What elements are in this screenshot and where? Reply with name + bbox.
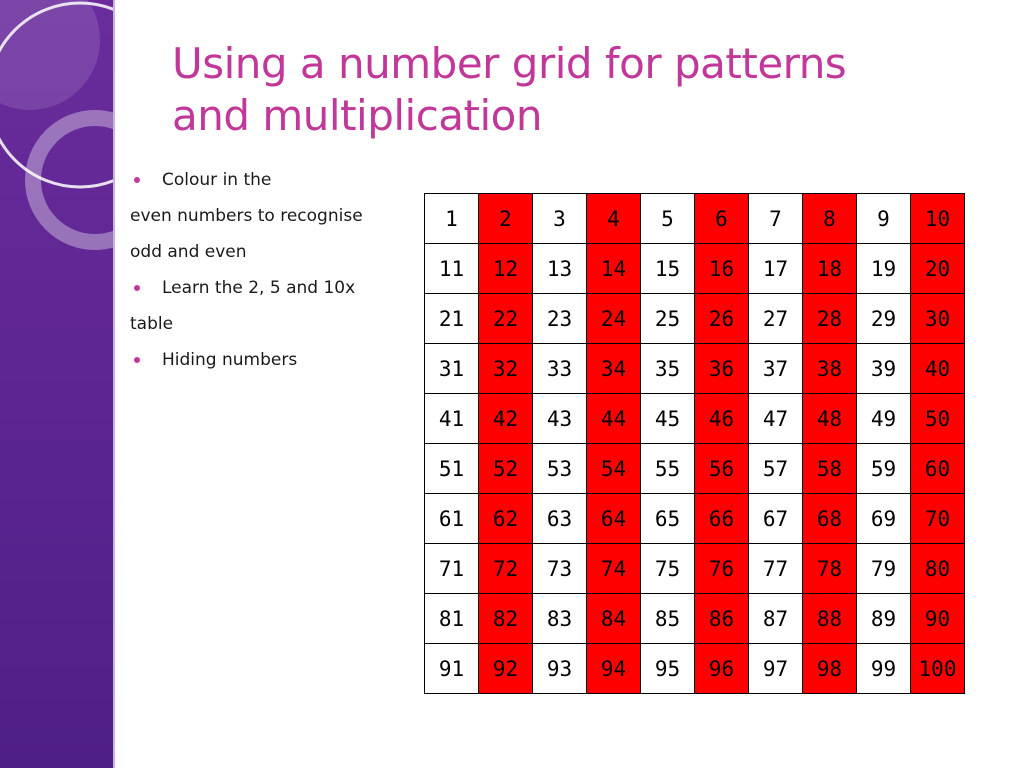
grid-cell: 69 bbox=[857, 494, 911, 544]
grid-cell: 31 bbox=[425, 344, 479, 394]
grid-cell: 68 bbox=[803, 494, 857, 544]
grid-cell: 90 bbox=[911, 594, 965, 644]
grid-cell: 64 bbox=[587, 494, 641, 544]
sidebar-panel bbox=[0, 0, 113, 768]
grid-cell: 34 bbox=[587, 344, 641, 394]
grid-cell: 16 bbox=[695, 244, 749, 294]
grid-cell: 21 bbox=[425, 294, 479, 344]
grid-cell: 30 bbox=[911, 294, 965, 344]
grid-cell: 87 bbox=[749, 594, 803, 644]
grid-row bbox=[425, 494, 965, 544]
grid-cell: 60 bbox=[911, 444, 965, 494]
grid-cell: 41 bbox=[425, 394, 479, 444]
grid-cell: 8 bbox=[803, 194, 857, 244]
grid-cell: 14 bbox=[587, 244, 641, 294]
bullet-continuation: even numbers to recognise bbox=[130, 206, 363, 226]
grid-cell: 95 bbox=[641, 644, 695, 694]
grid-cell: 2 bbox=[479, 194, 533, 244]
bullet-dot-icon bbox=[134, 357, 140, 363]
grid-row bbox=[425, 294, 965, 344]
grid-cell: 6 bbox=[695, 194, 749, 244]
grid-cell: 85 bbox=[641, 594, 695, 644]
grid-cell: 89 bbox=[857, 594, 911, 644]
grid-cell: 45 bbox=[641, 394, 695, 444]
grid-cell: 33 bbox=[533, 344, 587, 394]
title-line-1: Using a number grid for patterns bbox=[172, 39, 847, 88]
grid-cell: 88 bbox=[803, 594, 857, 644]
grid-cell: 82 bbox=[479, 594, 533, 644]
grid-row bbox=[425, 644, 965, 694]
sidebar-edge bbox=[113, 0, 115, 768]
grid-cell: 46 bbox=[695, 394, 749, 444]
grid-cell: 77 bbox=[749, 544, 803, 594]
grid-cell: 91 bbox=[425, 644, 479, 694]
grid-cell: 22 bbox=[479, 294, 533, 344]
grid-cell: 47 bbox=[749, 394, 803, 444]
grid-cell: 53 bbox=[533, 444, 587, 494]
grid-cell: 86 bbox=[695, 594, 749, 644]
grid-cell: 61 bbox=[425, 494, 479, 544]
hundred-number-grid bbox=[424, 193, 965, 694]
grid-cell: 78 bbox=[803, 544, 857, 594]
grid-cell: 23 bbox=[533, 294, 587, 344]
bullet-item bbox=[130, 342, 410, 378]
grid-cell: 11 bbox=[425, 244, 479, 294]
grid-cell: 24 bbox=[587, 294, 641, 344]
grid-cell: 66 bbox=[695, 494, 749, 544]
grid-cell: 49 bbox=[857, 394, 911, 444]
grid-cell: 96 bbox=[695, 644, 749, 694]
title-line-2: and multiplication bbox=[172, 91, 542, 140]
bullet-list bbox=[130, 162, 410, 378]
bullet-continuation: table bbox=[130, 314, 174, 334]
grid-cell: 67 bbox=[749, 494, 803, 544]
grid-cell: 100 bbox=[911, 644, 965, 694]
grid-cell: 62 bbox=[479, 494, 533, 544]
grid-cell: 72 bbox=[479, 544, 533, 594]
grid-cell: 36 bbox=[695, 344, 749, 394]
grid-cell: 99 bbox=[857, 644, 911, 694]
bullet-dot-icon bbox=[134, 285, 140, 291]
grid-cell: 44 bbox=[587, 394, 641, 444]
bullet-text: Hiding numbers bbox=[162, 350, 298, 370]
grid-cell: 9 bbox=[857, 194, 911, 244]
grid-cell: 32 bbox=[479, 344, 533, 394]
grid-cell: 4 bbox=[587, 194, 641, 244]
grid-cell: 29 bbox=[857, 294, 911, 344]
grid-cell: 52 bbox=[479, 444, 533, 494]
grid-row bbox=[425, 394, 965, 444]
grid-row bbox=[425, 544, 965, 594]
grid-cell: 39 bbox=[857, 344, 911, 394]
grid-cell: 7 bbox=[749, 194, 803, 244]
bullet-item bbox=[130, 270, 410, 306]
grid-cell: 54 bbox=[587, 444, 641, 494]
grid-cell: 92 bbox=[479, 644, 533, 694]
bullet-text: Colour in the bbox=[162, 170, 272, 190]
grid-cell: 35 bbox=[641, 344, 695, 394]
grid-cell: 94 bbox=[587, 644, 641, 694]
grid-cell: 55 bbox=[641, 444, 695, 494]
grid-cell: 17 bbox=[749, 244, 803, 294]
grid-cell: 59 bbox=[857, 444, 911, 494]
grid-row bbox=[425, 594, 965, 644]
grid-cell: 73 bbox=[533, 544, 587, 594]
grid-cell: 25 bbox=[641, 294, 695, 344]
grid-cell: 10 bbox=[911, 194, 965, 244]
grid-cell: 65 bbox=[641, 494, 695, 544]
grid-cell: 83 bbox=[533, 594, 587, 644]
bullet-item bbox=[130, 162, 410, 198]
grid-cell: 79 bbox=[857, 544, 911, 594]
grid-cell: 97 bbox=[749, 644, 803, 694]
grid-cell: 19 bbox=[857, 244, 911, 294]
grid-row bbox=[425, 244, 965, 294]
grid-cell: 57 bbox=[749, 444, 803, 494]
grid-cell: 93 bbox=[533, 644, 587, 694]
decorative-circles bbox=[0, 0, 113, 768]
bullet-text: Learn the 2, 5 and 10x bbox=[162, 278, 356, 298]
grid-cell: 43 bbox=[533, 394, 587, 444]
bullet-continuation: odd and even bbox=[130, 242, 247, 262]
grid-cell: 98 bbox=[803, 644, 857, 694]
grid-cell: 51 bbox=[425, 444, 479, 494]
bullet-dot-icon bbox=[134, 177, 140, 183]
grid-cell: 76 bbox=[695, 544, 749, 594]
grid-row bbox=[425, 344, 965, 394]
grid-cell: 28 bbox=[803, 294, 857, 344]
grid-row bbox=[425, 444, 965, 494]
grid-cell: 40 bbox=[911, 344, 965, 394]
grid-cell: 26 bbox=[695, 294, 749, 344]
grid-cell: 56 bbox=[695, 444, 749, 494]
grid-cell: 63 bbox=[533, 494, 587, 544]
grid-cell: 18 bbox=[803, 244, 857, 294]
grid-cell: 15 bbox=[641, 244, 695, 294]
grid-cell: 75 bbox=[641, 544, 695, 594]
grid-cell: 5 bbox=[641, 194, 695, 244]
grid-cell: 20 bbox=[911, 244, 965, 294]
grid-cell: 37 bbox=[749, 344, 803, 394]
grid-row bbox=[425, 194, 965, 244]
grid-cell: 81 bbox=[425, 594, 479, 644]
grid-cell: 12 bbox=[479, 244, 533, 294]
grid-cell: 42 bbox=[479, 394, 533, 444]
grid-cell: 58 bbox=[803, 444, 857, 494]
grid-cell: 84 bbox=[587, 594, 641, 644]
grid-cell: 74 bbox=[587, 544, 641, 594]
slide-title bbox=[172, 38, 992, 142]
grid-cell: 38 bbox=[803, 344, 857, 394]
grid-cell: 70 bbox=[911, 494, 965, 544]
grid-cell: 27 bbox=[749, 294, 803, 344]
grid-cell: 71 bbox=[425, 544, 479, 594]
grid-cell: 48 bbox=[803, 394, 857, 444]
grid-cell: 3 bbox=[533, 194, 587, 244]
grid-cell: 1 bbox=[425, 194, 479, 244]
grid-cell: 13 bbox=[533, 244, 587, 294]
grid-cell: 80 bbox=[911, 544, 965, 594]
grid-cell: 50 bbox=[911, 394, 965, 444]
